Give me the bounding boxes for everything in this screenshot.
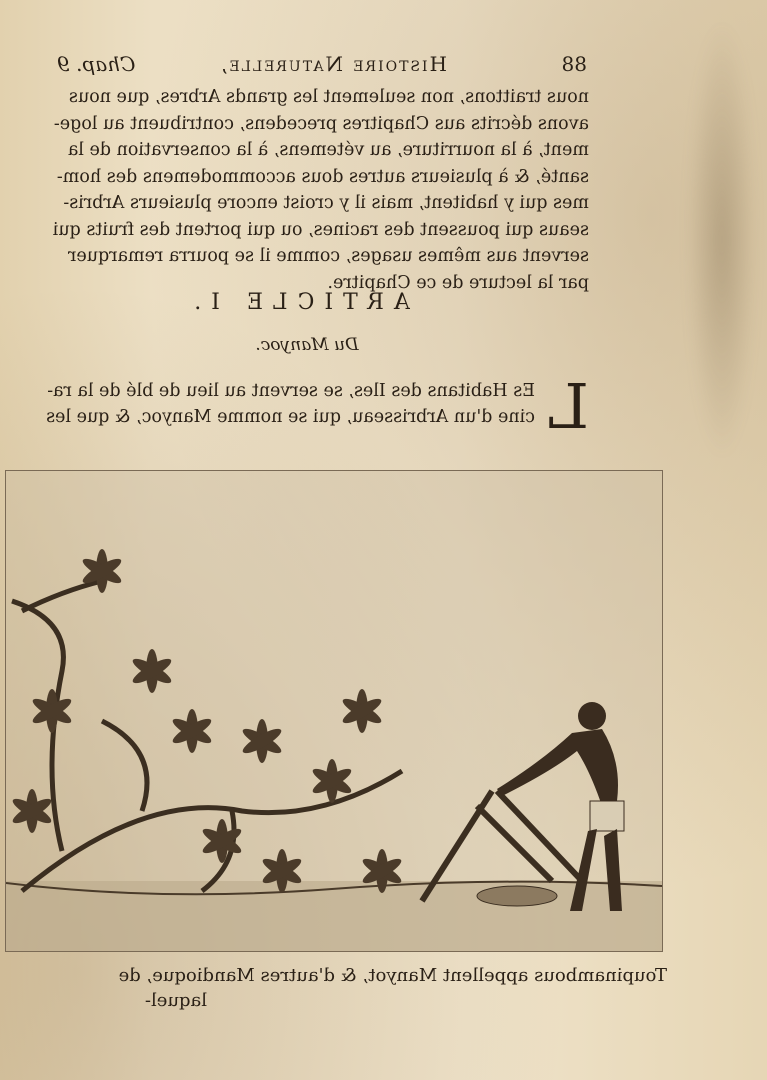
text-line: mes qui y habitent, mais il y croist encore plusieurs Arbris- <box>63 193 589 213</box>
drop-cap: L <box>547 370 589 443</box>
basin <box>477 886 557 906</box>
text-line: cine d'un Arbrisseau, qui se nomme Manyoc, & que les <box>46 407 535 427</box>
page-number: 88 <box>561 52 587 76</box>
manioc-leaves <box>10 549 404 893</box>
man-figure <box>497 702 624 911</box>
body-paragraph <box>49 84 589 296</box>
caption-line: laquel- <box>144 990 207 1011</box>
article-subheading: Du Manyoc. <box>255 335 359 355</box>
text-line: santé, & à plusieurs autres dous accommodemens des hom- <box>56 166 589 187</box>
article-heading: ARTICLE I. <box>184 290 410 315</box>
text-line: servent aus mêmes usages, comme il se pourra remarquer <box>67 246 589 266</box>
plate-caption <box>47 963 667 1013</box>
article-paragraph <box>45 378 535 430</box>
text-line: avons décrits aus Chapitres precedens, contribuent au loge- <box>53 113 589 134</box>
manioc-engraving <box>6 471 662 951</box>
text-line: par la lecture de ce Chapitre. <box>327 272 589 293</box>
text-line: ment, à la nourriture, au vétemens, à la conservation de la <box>67 140 589 160</box>
caption-line: Toupinambous appellent Manyot, & d'autres Mandioque, de <box>118 965 667 986</box>
engraving-plate <box>5 470 663 952</box>
chapter-label: Chap. 9 <box>57 52 136 76</box>
text-line: seaus qui poussent des racines, ou qui portent des fruits qui <box>52 219 589 240</box>
running-title: Histoire Naturelle, <box>219 52 447 76</box>
text-line: nous traittons, non seulement les grands Arbres, que nous <box>68 87 589 107</box>
running-header <box>57 52 587 82</box>
text-line: Es Habitans des Iles, se servent au lieu de blé de la ra- <box>47 381 535 401</box>
